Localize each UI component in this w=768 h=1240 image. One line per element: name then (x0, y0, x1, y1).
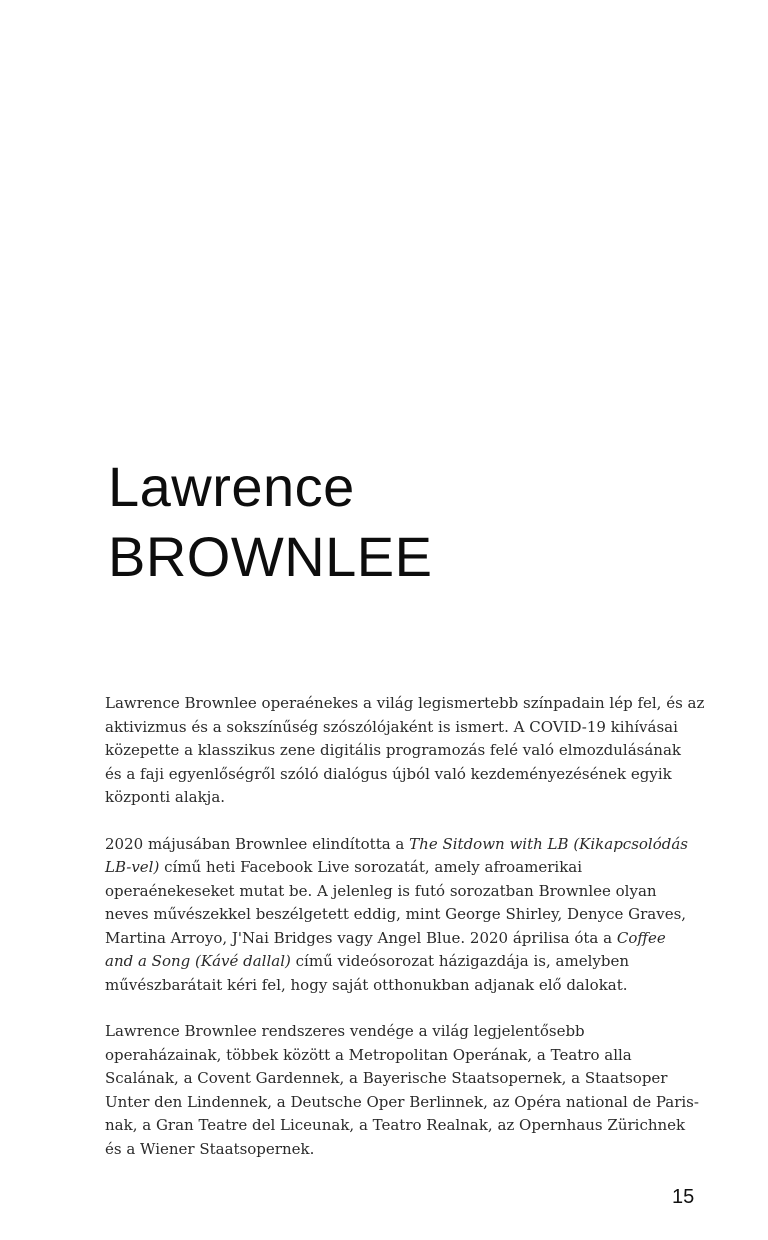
text-line (105, 692, 705, 716)
text-segment: közepette a klasszikus zene digitális programozás felé való elmozdulásának (105, 741, 681, 759)
text-segment: című heti Facebook Live sorozatát, amely afroamerikai (159, 858, 583, 876)
text-line (105, 974, 705, 998)
text-line (105, 1091, 705, 1115)
text-line (105, 786, 705, 810)
text-line (105, 1114, 705, 1138)
text-segment: és a Wiener Staatsopernek. (105, 1139, 315, 1158)
text-line (105, 903, 705, 927)
paragraph (105, 833, 705, 998)
text-line (105, 856, 705, 880)
text-segment: operaházainak, többek között a Metropolitan Operának, a Teatro alla (105, 1045, 632, 1064)
paragraph (105, 1020, 705, 1161)
text-segment: Lawrence Brownlee rendszeres vendége a világ legjelentősebb (105, 1022, 585, 1040)
text-line (105, 716, 705, 740)
text-segment: aktivizmus és a sokszínűség szószólójaként is ismert. A COVID-19 kihívásai (105, 717, 678, 736)
title-first-name: Lawrence (108, 455, 355, 518)
page-title (108, 452, 433, 592)
text-line (105, 763, 705, 787)
text-line (105, 1138, 705, 1162)
italic-title-text: The Sitdown with LB (Kikapcsolódás (409, 834, 689, 853)
text-line (105, 927, 705, 951)
text-line (105, 739, 705, 763)
text-line (105, 880, 705, 904)
text-segment: 2020 májusában Brownlee elindította a (105, 834, 410, 853)
page-number: 15 (672, 1186, 695, 1208)
italic-title-text: and a Song (Kávé dallal) (105, 952, 291, 970)
title-last-name: BROWNLEE (108, 525, 433, 588)
text-line (105, 833, 705, 857)
text-segment: Unter den Lindennek, a Deutsche Oper Berlinnek, az Opéra national de Paris- (105, 1092, 699, 1111)
text-segment: című videósorozat házigazdája is, amelyben (290, 952, 629, 970)
italic-title-text: Coffee (616, 928, 666, 947)
text-segment: Martina Arroyo, J'Nai Bridges vagy Angel Blue. 2020 áprilisa óta a (105, 928, 617, 947)
text-segment: neves művészekkel beszélgetett eddig, mint George Shirley, Denyce Graves, (105, 905, 687, 923)
italic-title-text: LB-vel) (105, 858, 160, 876)
text-line (105, 1044, 705, 1068)
body-text (105, 692, 705, 1184)
text-line (105, 1067, 705, 1091)
paragraph (105, 692, 705, 810)
text-segment: nak, a Gran Teatre del Liceunak, a Teatro Realnak, az Opernhaus Zürichnek (105, 1116, 686, 1134)
text-segment: és a faji egyenlőségről szóló dialógus újból való kezdeményezésének egyik (105, 764, 672, 783)
text-segment: Scalának, a Covent Gardennek, a Bayerische Staatsopernek, a Staatsoper (105, 1069, 668, 1087)
text-segment: központi alakja. (105, 788, 226, 806)
text-segment: Lawrence Brownlee operaénekes a világ legismertebb színpadain lép fel, és az (105, 694, 705, 712)
text-segment: operaénekeseket mutat be. A jelenleg is futó sorozatban Brownlee olyan (105, 881, 657, 900)
text-segment: művészbarátait kéri fel, hogy saját otthonukban adjanak elő dalokat. (105, 975, 628, 994)
text-line (105, 1020, 705, 1044)
text-line (105, 950, 705, 974)
